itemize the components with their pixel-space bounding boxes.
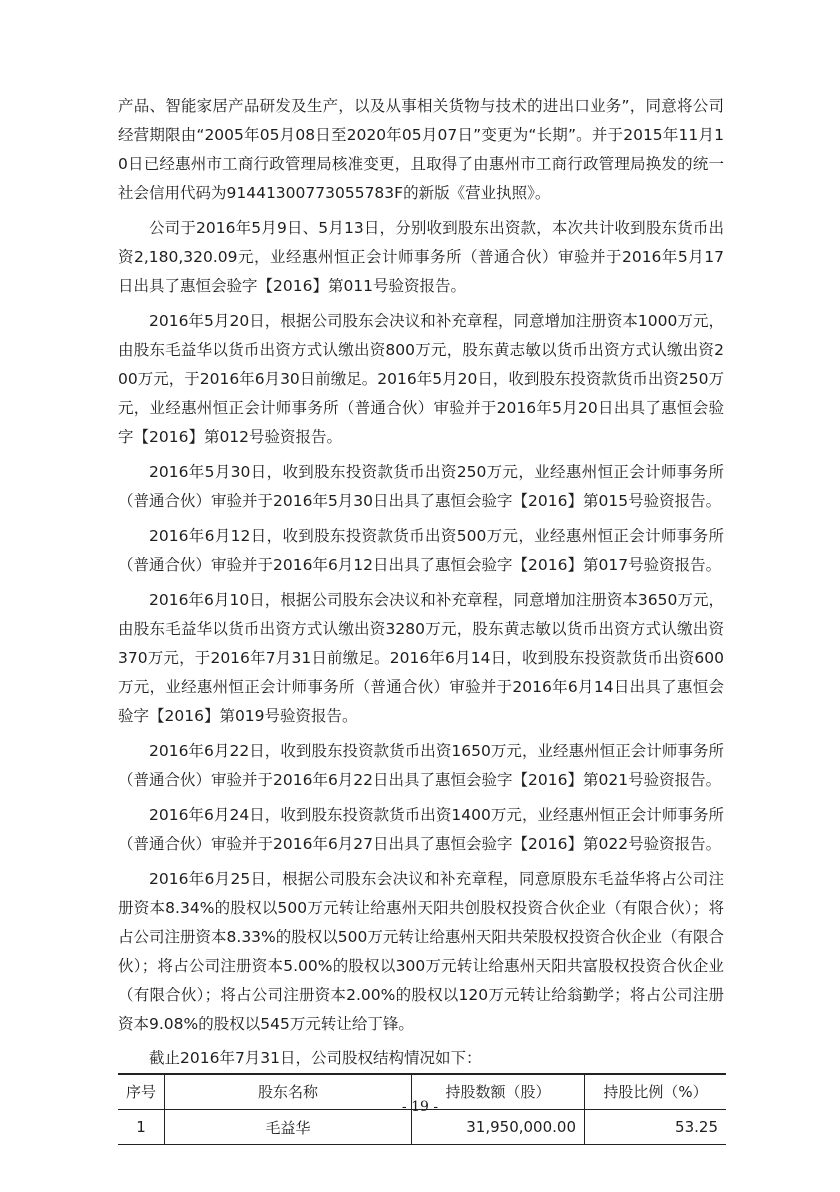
page-body — [118, 92, 724, 1145]
page-number: - 19 - — [401, 1099, 439, 1115]
paragraph-receipt-may-30: 2016年5月30日，收到股东投资款货币出资250万元，业经惠州恒正会计师事务所（普通合伙）审验并于2016年5月30日出具了惠恒会验字【2016】第015号验资报告。 — [118, 463, 724, 510]
cell-share-ratio: 53.25 — [585, 1110, 727, 1145]
paragraph-capital-increase-3650: 2016年6月10日，根据公司股东会决议和补充章程，同意增加注册资本3650万元，由股东毛益华以货币出资方式认缴出资3280万元，股东黄志敏以货币出资方式认缴出资370万元，于2016年7月31日前缴足。2016年6月14日，收到股东投资款货币出资600万元，业经惠州恒正会计师事务所（普通合伙）审验并于2016年6月14日出具了惠恒会验字【2016】第019号验资报告。 — [118, 591, 724, 725]
paragraph-receipt-june-24: 2016年6月24日，收到股东投资款货币出资1400万元，业经惠州恒正会计师事务所（普通合伙）审验并于2016年6月27日出具了惠恒会验字【2016】第022号验资报告。 — [118, 806, 724, 853]
header-share-ratio: 持股比例（%） — [585, 1074, 727, 1110]
table-caption: 截止2016年7月31日，公司股权结构情况如下： — [149, 1049, 482, 1067]
paragraph-equity-transfer: 2016年6月25日，根据公司股东会决议和补充章程，同意原股东毛益华将占公司注册资本8.34%的股权以500万元转让给惠州天阳共创股权投资合伙企业（有限合伙）；将占公司注册资本8.33%的股权以500万元转让给惠州天阳共荣股权投资合伙企业（有限合伙）；将占公司注册资本5.00%的股权以300万元转让给惠州天阳共富股权投资合伙企业（有限合伙）；将占公司注册资本2.00%的股权以120万元转让给翁勤学；将占公司注册资本9.08%的股权以545万元转让给丁锋。 — [118, 870, 724, 1033]
paragraph-capital-increase-1000: 2016年5月20日，根据公司股东会决议和补充章程，同意增加注册资本1000万元，由股东毛益华以货币出资方式认缴出资800万元，股东黄志敏以货币出资方式认缴出资200万元，于2016年6月30日前缴足。2016年5月20日，收到股东投资款货币出资250万元，业经惠州恒正会计师事务所（普通合伙）审验并于2016年5月20日出具了惠恒会验字【2016】第012号验资报告。 — [118, 312, 724, 446]
cell-share-amount: 31,950,000.00 — [412, 1110, 585, 1145]
cell-seq: 1 — [136, 1118, 146, 1136]
paragraph-business-scope-continuation: 产品、智能家居产品研发及生产，以及从事相关货物与技术的进出口业务”，同意将公司经营期限由“2005年05月08日至2020年05月07日”变更为“长期”。并于2015年11月10日已经惠州市工商行政管理局核准变更，且取得了由惠州市工商行政管理局换发的统一社会信用代码为91441300773055783F的新版《营业执照》。 — [118, 97, 724, 202]
paragraph-capital-receipt-may: 公司于2016年5月9日、5月13日，分别收到股东出资款，本次共计收到股东货币出资2,180,320.09元，业经惠州恒正会计师事务所（普通合伙）审验并于2016年5月17日出具了惠恒会验字【2016】第011号验资报告。 — [118, 219, 724, 295]
paragraph-receipt-june-22: 2016年6月22日，收到股东投资款货币出资1650万元，业经惠州恒正会计师事务所（普通合伙）审验并于2016年6月22日出具了惠恒会验字【2016】第021号验资报告。 — [118, 742, 724, 789]
header-shareholder-name: 股东名称 — [165, 1074, 412, 1110]
cell-shareholder-name: 毛益华 — [165, 1110, 412, 1145]
paragraph-receipt-june-12: 2016年6月12日，收到股东投资款货币出资500万元，业经惠州恒正会计师事务所（普通合伙）审验并于2016年6月12日出具了惠恒会验字【2016】第017号验资报告。 — [118, 527, 724, 574]
header-share-amount: 持股数额（股） — [412, 1074, 585, 1110]
header-seq: 序号 — [118, 1074, 165, 1110]
